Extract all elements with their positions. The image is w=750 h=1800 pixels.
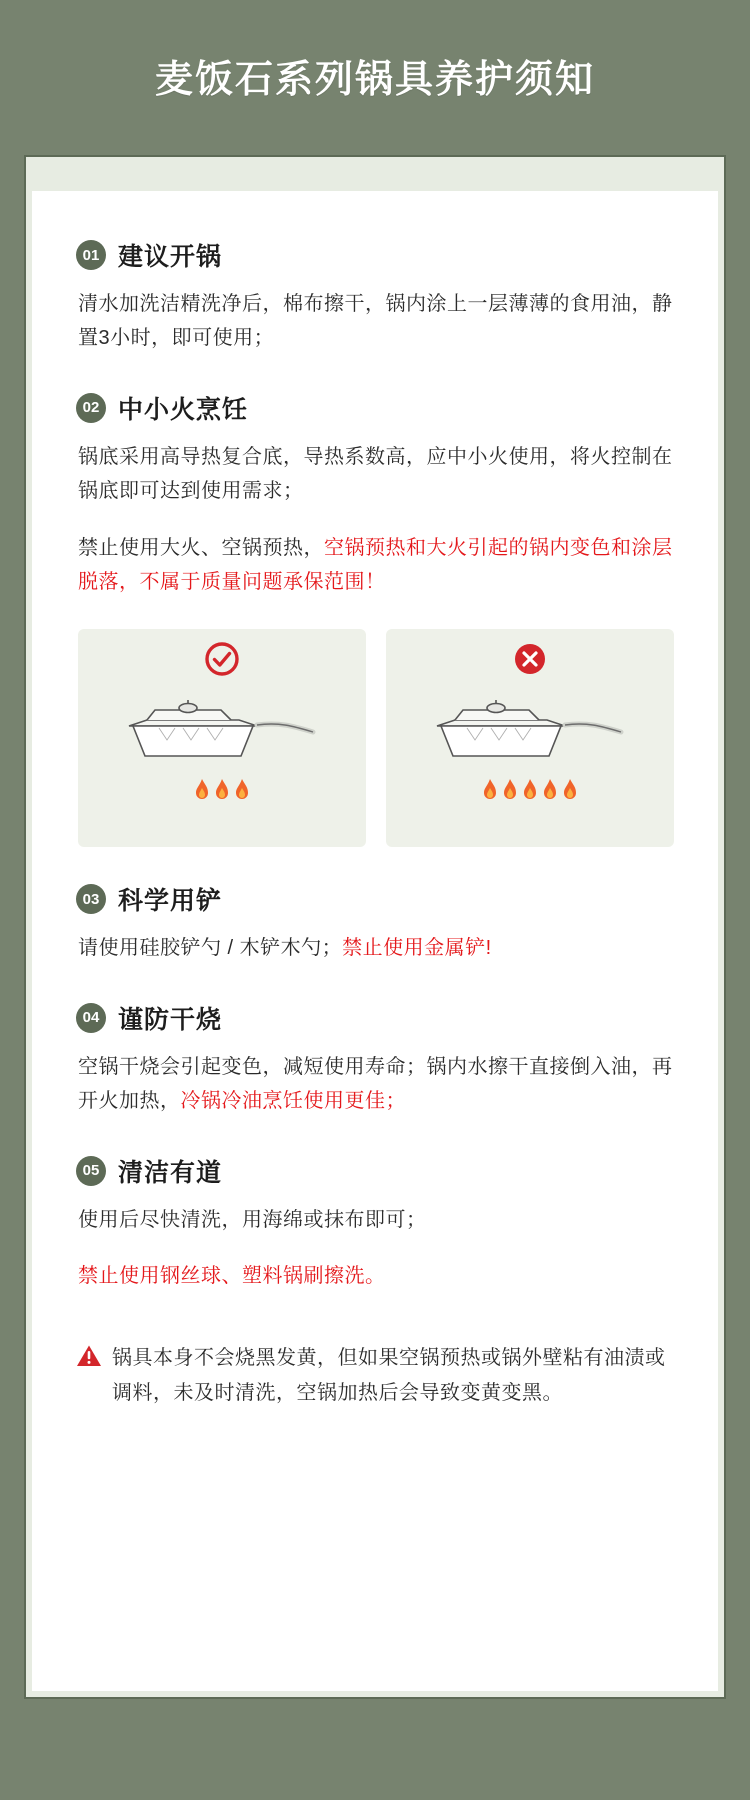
section-01-text-plain: 清水加洗洁精洗净后，棉布擦干，锅内涂上一层薄薄的食用油，静置3小时，即可使用； [78,293,673,350]
section-05-number: 05 [76,1156,106,1186]
section-05-text-plain: 使用后尽快清洗，用海绵或抹布即可； [78,1208,427,1231]
section-03-paragraph-1 [78,931,674,965]
section-01-title: 建议开锅 [118,243,223,271]
flame-icon [542,779,558,805]
flame-icon [502,779,518,805]
warning-triangle-icon [76,1344,102,1373]
section-02-number: 02 [76,393,106,423]
section-04-title: 谨防干烧 [118,1005,223,1034]
section-04-text-plain: 空锅干烧会引起变色，减短使用寿命；锅内水擦干直接倒入油，再开火加热， [78,1055,673,1113]
flame-group-correct [194,779,250,805]
figure-wrong [386,629,674,847]
bottom-notice [76,1341,674,1410]
section-01-paragraph-1 [78,287,674,356]
pan-illustration-wrong [425,698,635,775]
pan-illustration-correct [117,698,327,775]
cross-circle-icon [510,639,550,684]
section-03-text-warning: 禁止使用金属铲! [342,937,492,960]
bottom-notice-text: 锅具本身不会烧黑发黄，但如果空锅预热或锅外壁粘有油渍或调料，未及时清洗，空锅加热后会导致变黄变黑。 [112,1347,666,1404]
section-02-text-warning: 空锅预热和大火引起的锅内变色和涂层脱落，不属于质量问题承保范围！ [78,536,673,593]
section-05 [76,1153,674,1294]
section-03-title: 科学用铲 [118,887,223,916]
section-05-text-warning: 禁止使用钢丝球、塑料锅刷擦洗。 [78,1264,386,1287]
flame-icon [522,779,538,805]
content-card [24,155,726,1699]
section-03-text-plain: 请使用硅胶铲勺 / 木铲木勺； [78,937,343,960]
section-04 [76,1000,674,1119]
flame-icon [562,779,578,805]
flame-icon [482,779,498,805]
section-02-paragraph-1 [78,440,674,509]
page-title: 麦饭石系列锅具养护须知 [154,59,595,101]
section-02-title: 中小火烹饪 [118,395,249,424]
check-circle-icon [202,639,242,684]
section-02-text-plain-1: 锅底采用高导热复合底，导热系数高，应中小火使用，将火控制在锅底即可达到使用需求； [78,445,673,503]
section-01-number: 01 [76,240,106,270]
section-04-paragraph-1 [78,1050,674,1119]
section-03 [76,881,674,965]
section-04-text-warning: 冷锅冷油烹饪使用更佳； [180,1090,406,1113]
card-body [32,191,718,1691]
section-04-header [76,1000,674,1036]
figure-group [78,629,674,847]
section-05-paragraph-1 [78,1203,674,1237]
section-02-paragraph-2 [78,531,674,600]
card-top-strip [26,157,724,191]
section-01 [76,237,674,356]
flame-icon [234,779,250,805]
section-05-paragraph-2 [78,1259,674,1293]
flame-icon [194,779,210,805]
flame-group-wrong [482,779,578,805]
section-03-number: 03 [76,884,106,914]
figure-correct [78,629,366,847]
section-04-number: 04 [76,1003,106,1033]
section-05-title: 清洁有道 [118,1158,223,1187]
section-02-text-plain-2: 禁止使用大火、空锅预热， [78,536,324,559]
flame-icon [214,779,230,805]
section-05-header [76,1153,674,1189]
section-03-header [76,881,674,917]
section-02 [76,390,674,848]
section-02-header [76,390,674,426]
section-01-header [76,237,674,273]
